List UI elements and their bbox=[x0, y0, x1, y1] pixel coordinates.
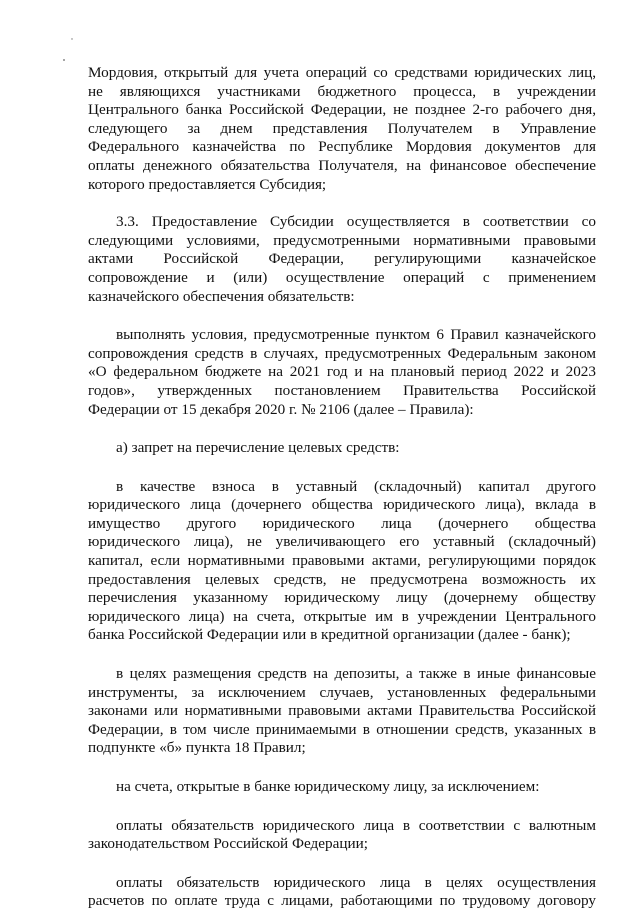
text-line: которого предоставляется Субсидия; bbox=[88, 175, 327, 193]
text-line: актами Российской Федерации, регулирующими казначейское bbox=[88, 250, 596, 268]
paragraph-account-continuation bbox=[88, 64, 596, 194]
paragraph-gap bbox=[88, 797, 596, 817]
text-line: не являющихся участниками бюджетного процесса, в учреждении bbox=[88, 82, 596, 100]
text-line: юридического лица) на счета, открытые им в учреждении Центрального bbox=[88, 607, 596, 625]
paragraph-bank-accounts bbox=[88, 778, 596, 797]
text-line: «О федеральном бюджете на 2021 год и на плановый период 2022 и 2023 bbox=[88, 363, 596, 381]
text-line: законами или нормативными правовыми актами Правительства Российской bbox=[88, 702, 596, 720]
text-line: подпункте «б» пункта 18 Правил; bbox=[88, 739, 306, 757]
document-page bbox=[88, 48, 596, 911]
text-line: Центрального банка Российской Федерации, не позднее 2-го рабочего дня, bbox=[88, 101, 596, 119]
text-line: оплаты денежного обязательства Получателя, на финансовое обеспечение bbox=[88, 156, 596, 174]
text-line: Федерации от 15 декабря 2020 г. № 2106 (далее – Правила): bbox=[88, 400, 474, 418]
paragraph-3-3 bbox=[88, 213, 596, 306]
text-line: имущество другого юридического лица (дочернего общества bbox=[88, 514, 596, 532]
paragraph-deposits bbox=[88, 665, 596, 758]
text-line: Мордовия, открытый для учета операций со средствами юридических лиц, bbox=[88, 64, 596, 81]
paragraph-subclause-a bbox=[88, 439, 596, 458]
paragraph-gap bbox=[88, 758, 596, 778]
paragraph-currency-obligations bbox=[88, 817, 596, 854]
text-line: на счета, открытые в банке юридическому лицу, за исключением: bbox=[116, 778, 540, 795]
text-line: инструменты, за исключением случаев, установленных федеральными bbox=[88, 683, 596, 701]
paragraph-gap bbox=[88, 458, 596, 478]
paragraph-gap bbox=[88, 645, 596, 665]
paragraph-labor-payments bbox=[88, 874, 596, 911]
text-line: 3.3. Предоставление Субсидии осуществляется в соответствии со bbox=[116, 213, 596, 231]
text-line: расчетов по оплате труда с лицами, работающими по трудовому договору bbox=[88, 892, 596, 910]
text-line: перечисления указанному юридическому лицу (дочернему обществу bbox=[88, 589, 596, 607]
speck-mark bbox=[63, 59, 65, 61]
text-line: предоставления целевых средств, не предусмотрена возможность их bbox=[88, 570, 596, 588]
text-line: сопровождения средств в случаях, предусмотренных Федеральным законом bbox=[88, 344, 596, 362]
text-line: сопровождение и (или) осуществление операций с применением bbox=[88, 268, 596, 286]
text-line: следующего за днем представления Получателем в Управление bbox=[88, 119, 596, 137]
text-line: капитал, если нормативными правовыми актами, регулирующими порядок bbox=[88, 552, 596, 570]
text-line: годов», утвержденных постановлением Правительства Российской bbox=[88, 381, 596, 399]
text-line: в целях размещения средств на депозиты, а также в иные финансовые bbox=[116, 665, 596, 683]
text-line: в качестве взноса в уставный (складочный) капитал другого bbox=[116, 477, 596, 495]
text-line: Федерального казначейства по Республике Мордовия документов для bbox=[88, 138, 596, 156]
text-line: банка Российской Федерации или в кредитной организации (далее - банк); bbox=[88, 626, 571, 644]
text-line: выполнять условия, предусмотренные пунктом 6 Правил казначейского bbox=[116, 326, 596, 344]
text-line: а) запрет на перечисление целевых средств: bbox=[116, 439, 400, 457]
text-line: законодательством Российской Федерации; bbox=[88, 835, 368, 853]
paragraph-gap bbox=[88, 419, 596, 439]
paragraph-gap bbox=[88, 854, 596, 874]
paragraph-capital-contribution bbox=[88, 478, 596, 645]
text-line: оплаты обязательств юридического лица в соответствии с валютным bbox=[116, 816, 596, 834]
text-line: казначейского обеспечения обязательств: bbox=[88, 287, 355, 305]
text-line: юридического лица), не увеличивающего его уставный (складочный) bbox=[88, 533, 596, 551]
text-line: Федерации, в том числе принимаемыми в отношении средств, указанных в bbox=[88, 720, 596, 738]
text-line: юридического лица (дочернего общества юридического лица), вклада в bbox=[88, 496, 596, 514]
paragraph-gap bbox=[88, 194, 596, 213]
paragraph-gap bbox=[88, 306, 596, 326]
paragraph-conditions bbox=[88, 326, 596, 419]
text-line: оплаты обязательств юридического лица в целях осуществления bbox=[116, 873, 596, 891]
text-line: следующими условиями, предусмотренными нормативными правовыми bbox=[88, 231, 596, 249]
speck-mark bbox=[71, 38, 72, 39]
